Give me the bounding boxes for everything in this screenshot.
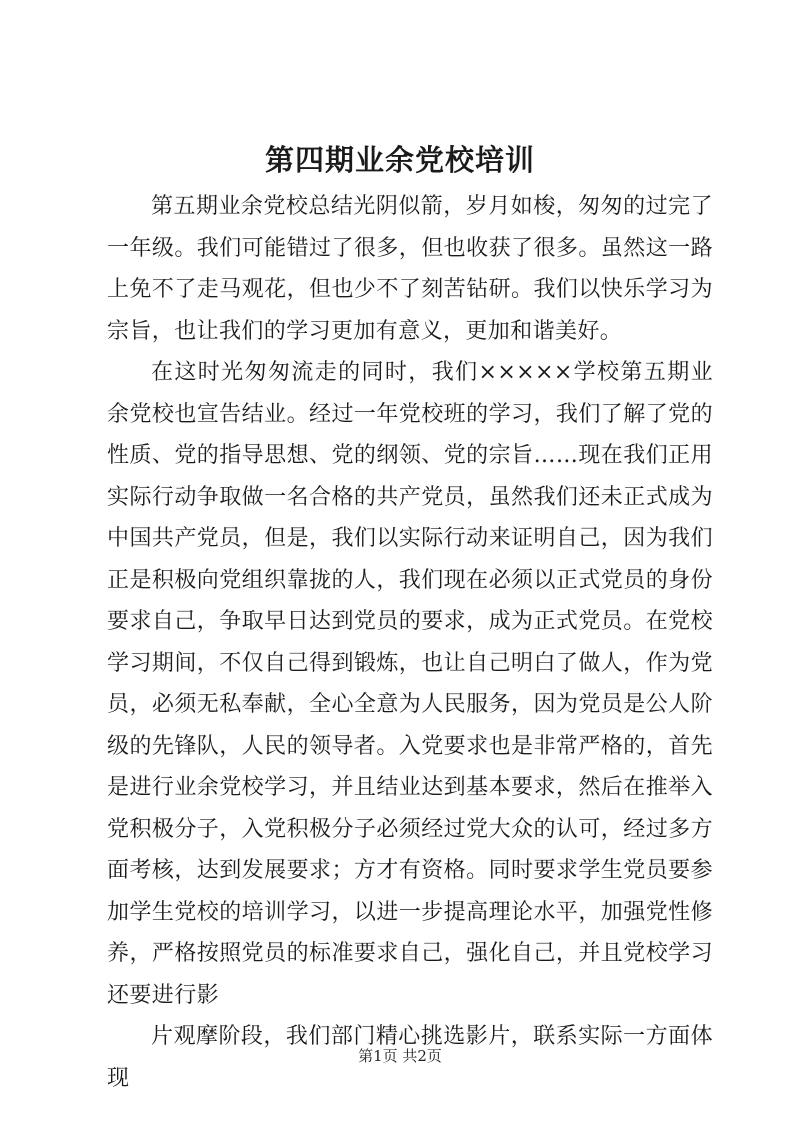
page-number-footer: 第1页 共2页 — [358, 1047, 442, 1065]
paragraph-1: 第五期业余党校总结光阴似箭，岁月如梭，匆匆的过完了一年级。我们可能错过了很多，但也收获了很多。虽然这一路上免不了走马观花，但也少不了刻苦钻研。我们以快乐学习为宗旨，也让我们的学习更加有意义，更加和谐美好。 — [107, 194, 713, 344]
document-body — [107, 186, 713, 1099]
paragraph-3: 片观摩阶段，我们部门精心挑选影片，联系实际一方面体现 — [107, 1024, 713, 1091]
document-title: 第四期业余党校培训 — [264, 143, 535, 177]
paragraph-2: 在这时光匆匆流走的同时，我们×××××学校第五期业余党校也宣告结业。经过一年党校班的学习，我们了解了党的性质、党的指导思想、党的纲领、党的宗旨……现在我们正用实际行动争取做一名合格的共产党员，虽然我们还未正式成为中国共产党员，但是，我们以实际行动来证明自己，因为我们正是积极向党组织靠拢的人，我们现在必须以正式党员的身份要求自己，争取早日达到党员的要求，成为正式党员。在党校学习期间，不仅自己得到锻炼，也让自己明白了做人，作为党员，必须无私奉献，全心全意为人民服务，因为党员是公人阶级的先锋队，人民的领导者。入党要求也是非常严格的，首先是进行业余党校学习，并且结业达到基本要求，然后在推举入党积极分子，入党积极分子必须经过党大众的认可，经过多方面考核，达到发展要求；方才有资格。同时要求学生党员要参加学生党校的培训学习，以进一步提高理论水平，加强党性修养，严格按照党员的标准要求自己，强化自己，并且党校学习还要进行影 — [107, 360, 713, 1008]
